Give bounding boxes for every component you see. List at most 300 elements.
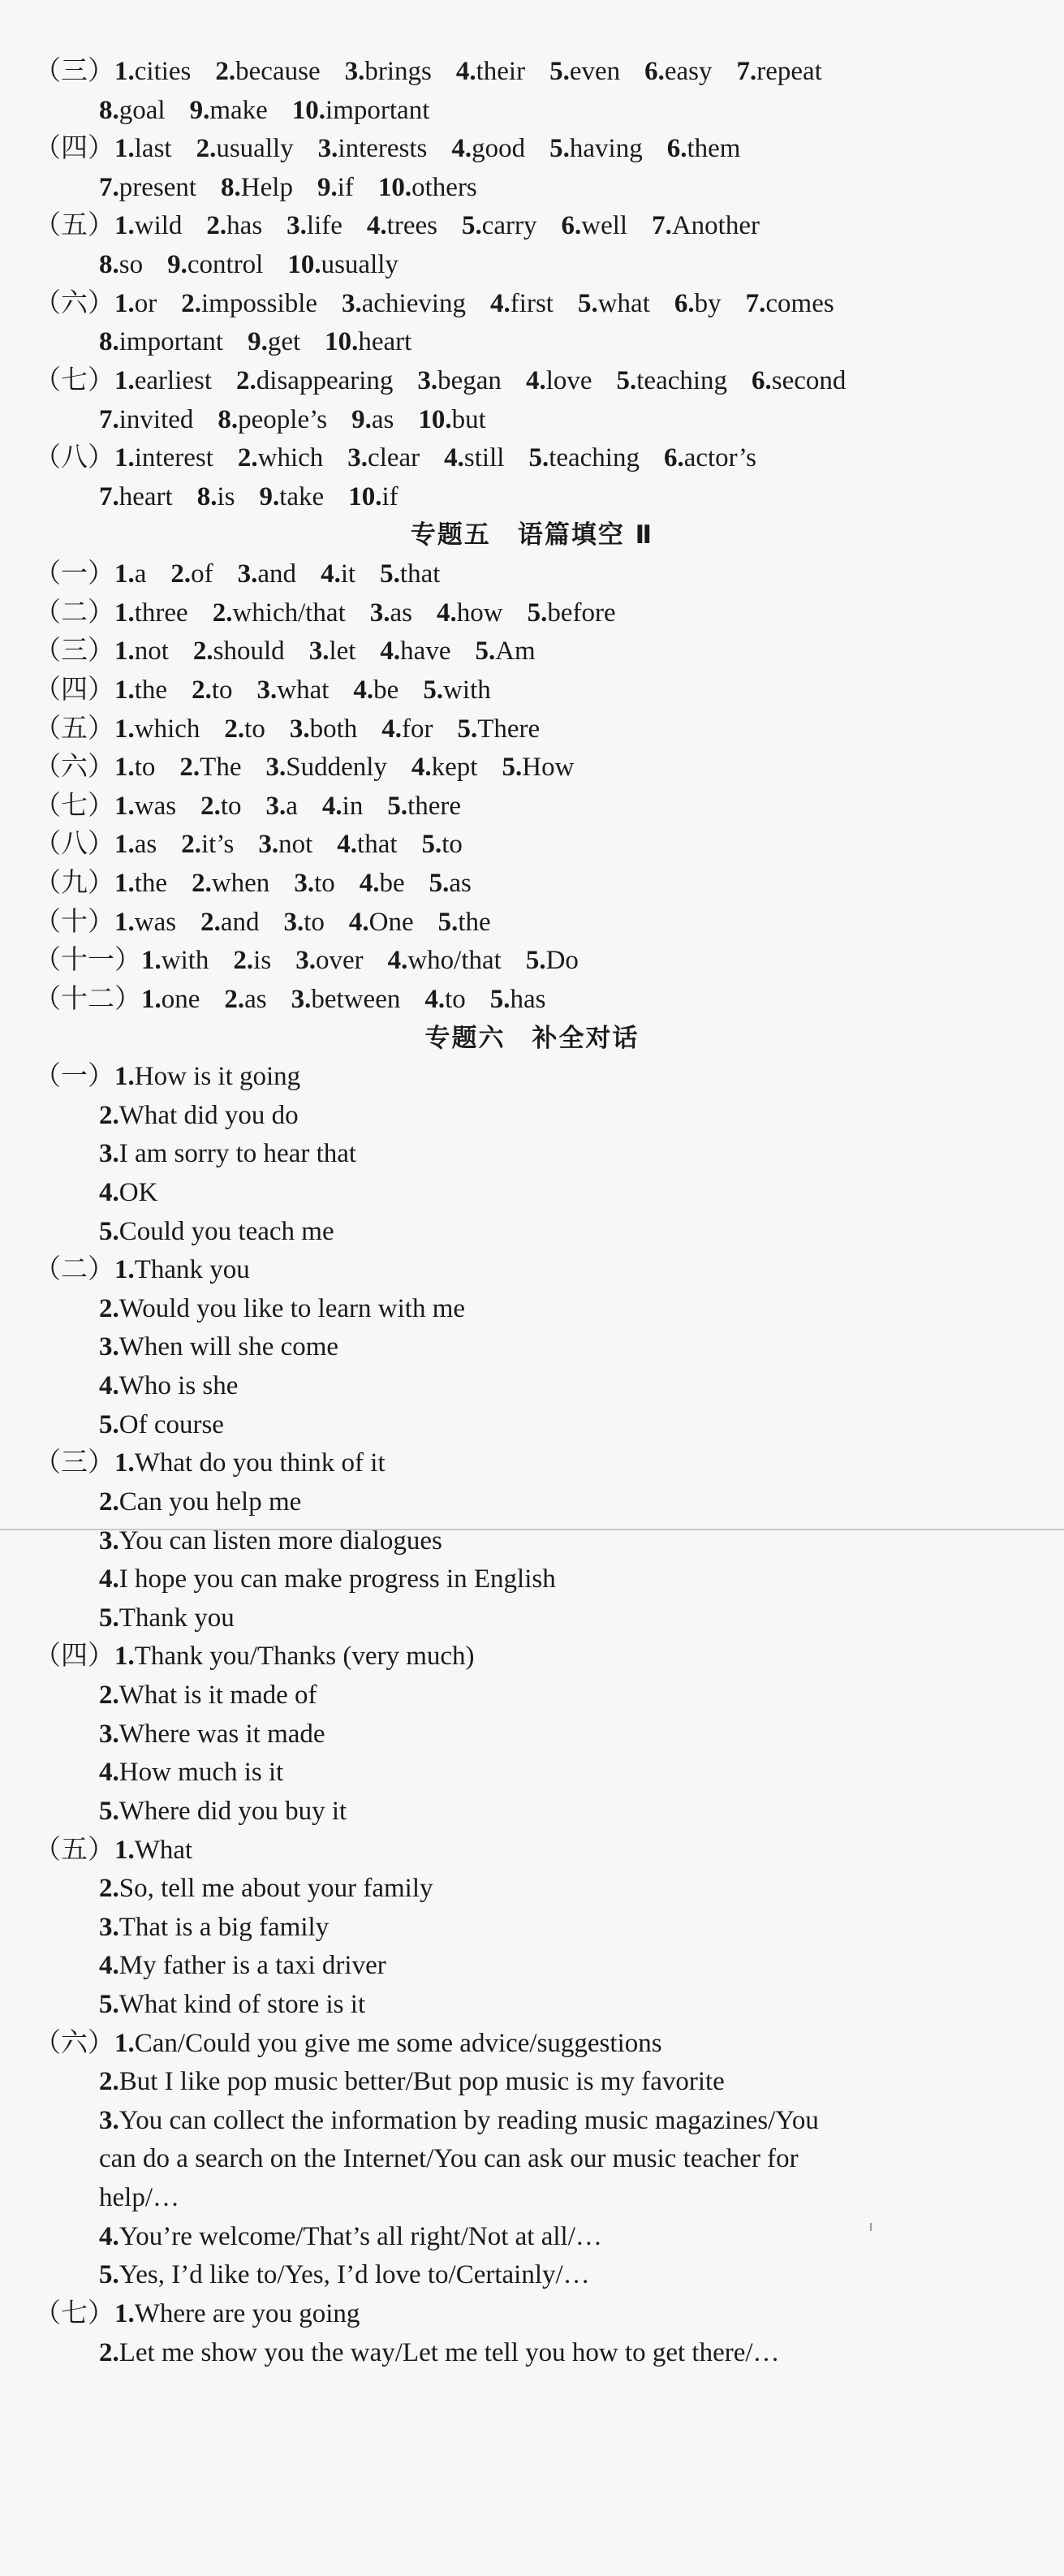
answer-item xyxy=(99,173,196,202)
answer-text: So, tell me about your family xyxy=(118,1874,433,1904)
answer-number: 5. xyxy=(99,1990,119,2019)
answer-text: and xyxy=(220,907,260,937)
answer-text: to xyxy=(211,675,233,705)
answer-item xyxy=(378,173,477,202)
answer-text: has xyxy=(510,984,546,1014)
answer-line xyxy=(34,1059,300,1094)
answer-item xyxy=(287,250,398,279)
answer-text: a xyxy=(286,791,298,821)
answer-item xyxy=(291,985,401,1014)
answer-item xyxy=(345,57,432,86)
answer-text: How xyxy=(522,753,575,783)
answer-item xyxy=(99,1294,465,1323)
answer-text: repeat xyxy=(756,57,822,86)
answer-text: control xyxy=(187,250,264,280)
answer-line xyxy=(99,1368,238,1404)
answer-item xyxy=(424,985,465,1014)
answer-text: Let me show you the way/Let me tell you how to get there/… xyxy=(118,2337,780,2367)
section-label: （七） xyxy=(34,791,114,821)
answer-item xyxy=(348,482,398,511)
answer-number: 3. xyxy=(283,907,304,937)
answer-number: 10. xyxy=(377,172,412,202)
answer-number: 5. xyxy=(525,946,546,976)
answer-text: others xyxy=(411,172,477,202)
answer-text: carry xyxy=(481,211,537,241)
answer-text: Thank you/Thanks (very much) xyxy=(134,1642,475,1672)
answer-item xyxy=(114,598,188,628)
answer-number: 4. xyxy=(455,57,476,86)
answer-item xyxy=(456,57,525,86)
answer-text: what xyxy=(277,675,330,705)
answer-text: when xyxy=(211,869,270,899)
section-label: （六） xyxy=(34,2028,114,2058)
answer-number: 1. xyxy=(141,946,162,976)
answer-number: 9. xyxy=(317,172,338,202)
answer-item xyxy=(417,366,502,395)
answer-line xyxy=(99,1136,356,1171)
answer-number: 6. xyxy=(674,288,695,318)
answer-item xyxy=(438,908,491,937)
answer-text: One xyxy=(368,907,414,937)
answer-text: because xyxy=(235,57,321,86)
answer-line xyxy=(34,363,846,399)
answer-line xyxy=(99,1561,556,1597)
answer-line xyxy=(99,324,411,360)
section-label: （十一） xyxy=(34,946,141,976)
answer-text: them xyxy=(687,134,741,164)
answer-text: good xyxy=(472,134,526,164)
answer-number: 5. xyxy=(99,1409,119,1439)
answer-number: 2. xyxy=(181,288,201,318)
answer-line xyxy=(99,1175,157,1210)
answer-text: OK xyxy=(118,1177,158,1207)
answer-text: as xyxy=(244,984,267,1014)
answer-number: 1. xyxy=(114,1062,135,1092)
answer-number: 5. xyxy=(99,1796,119,1826)
answer-line xyxy=(99,2219,602,2255)
answer-line xyxy=(99,2064,725,2099)
answer-text: first xyxy=(510,288,554,318)
answer-number: 5. xyxy=(421,830,442,860)
answer-item xyxy=(197,482,235,511)
answer-number: 5. xyxy=(423,675,444,705)
answer-item xyxy=(353,675,398,705)
answer-item xyxy=(462,211,537,240)
answer-number: 1. xyxy=(114,1642,135,1672)
answer-number: 7. xyxy=(736,57,757,86)
answer-item xyxy=(617,366,728,395)
answer-text: I am sorry to hear that xyxy=(118,1139,357,1169)
answer-text: if xyxy=(381,481,398,511)
section-label: （五） xyxy=(34,1835,114,1865)
answer-text: it xyxy=(340,559,356,589)
answer-line xyxy=(99,1523,442,1559)
answer-item xyxy=(422,830,463,859)
answer-number: 8. xyxy=(218,404,239,434)
answer-number: 1. xyxy=(114,714,135,744)
answer-line xyxy=(34,1638,475,1674)
answer-item xyxy=(451,134,525,163)
answer-item xyxy=(652,211,760,240)
answer-text: by xyxy=(694,288,722,318)
answer-number: 2. xyxy=(192,636,213,667)
answer-text: Would you like to learn with me xyxy=(118,1293,466,1323)
answer-number: 3. xyxy=(291,984,312,1014)
answer-item xyxy=(423,675,490,705)
answer-number: 2. xyxy=(206,211,227,241)
answer-number: 1. xyxy=(114,2298,135,2328)
section-label: （一） xyxy=(34,559,114,589)
answer-text: Can you help me xyxy=(118,1486,302,1517)
section-label: （四） xyxy=(34,675,114,705)
answer-line xyxy=(34,1832,192,1868)
answer-number: 2. xyxy=(99,2067,119,2097)
answer-number: 5. xyxy=(461,211,482,241)
answer-number: 2. xyxy=(224,714,245,744)
answer-number: 7. xyxy=(99,404,119,434)
section-label: （十二） xyxy=(34,984,141,1014)
answer-text: kept xyxy=(431,753,478,783)
answer-number: 1. xyxy=(114,907,135,937)
answer-number: 4. xyxy=(99,1951,119,1981)
answer-text: Who is she xyxy=(118,1371,239,1401)
answer-line xyxy=(34,208,760,244)
answer-number: 1. xyxy=(114,636,135,667)
answer-text: second xyxy=(771,365,846,395)
answer-text: began xyxy=(437,365,502,395)
answer-line xyxy=(99,479,398,515)
answer-item xyxy=(526,366,592,395)
answer-text: earliest xyxy=(134,365,213,395)
answer-text: impossible xyxy=(201,288,318,318)
answer-number: 4. xyxy=(387,946,408,976)
answer-number: 4. xyxy=(444,443,464,473)
answer-number: 4. xyxy=(451,134,472,164)
answer-number: 5. xyxy=(475,636,496,667)
answer-text: invited xyxy=(118,404,194,434)
answer-text: Thank you xyxy=(134,1255,250,1285)
answer-line xyxy=(99,1214,334,1249)
answer-text: to xyxy=(442,830,463,860)
answer-text: disappearing xyxy=(256,365,394,395)
answer-item xyxy=(192,675,232,705)
answer-text: who/that xyxy=(407,946,502,976)
answer-text: that xyxy=(399,559,441,589)
answer-number: 7. xyxy=(652,211,672,241)
answer-text: But I like pop music better/But pop music is my favorite xyxy=(118,2067,725,2097)
answer-item xyxy=(380,559,440,589)
answer-text: be xyxy=(373,675,399,705)
answer-line xyxy=(99,1407,224,1443)
answer-item xyxy=(99,2106,819,2135)
answer-line xyxy=(99,2257,590,2293)
answer-item xyxy=(99,405,193,434)
answer-item xyxy=(141,946,209,975)
answer-number: 10. xyxy=(291,95,326,125)
answer-line xyxy=(99,1909,329,1945)
answer-number: 2. xyxy=(192,869,212,899)
answer-item xyxy=(752,366,846,395)
answer-text: both xyxy=(309,714,358,744)
answer-number: 6. xyxy=(663,443,684,473)
answer-text: teaching xyxy=(636,365,728,395)
answer-text: Suddenly xyxy=(286,753,387,783)
answer-item xyxy=(99,2183,179,2212)
answer-number: 3. xyxy=(347,443,368,473)
answer-item xyxy=(238,443,323,472)
answer-item xyxy=(114,559,146,589)
answer-number: 3. xyxy=(286,211,307,241)
answer-line xyxy=(99,93,429,128)
answer-text: as xyxy=(390,598,413,628)
answer-item xyxy=(664,443,756,472)
answer-item xyxy=(114,869,167,898)
answer-item xyxy=(192,869,269,898)
answer-text: which xyxy=(134,714,200,744)
answer-text: Do xyxy=(545,946,579,976)
answer-item xyxy=(221,173,293,202)
answer-text: be xyxy=(379,869,405,899)
answer-item xyxy=(99,250,143,279)
answer-number: 5. xyxy=(437,907,459,937)
answer-number: 3. xyxy=(295,946,316,976)
answer-number: 10. xyxy=(418,404,452,434)
answer-item xyxy=(233,946,271,975)
answer-item xyxy=(99,1564,556,1594)
answer-item xyxy=(141,985,200,1014)
answer-line xyxy=(99,1329,338,1365)
answer-number: 9. xyxy=(248,327,268,357)
answer-text: help/… xyxy=(99,2183,179,2213)
answer-number: 1. xyxy=(114,1448,135,1478)
answer-number: 4. xyxy=(411,753,432,783)
answer-number: 4. xyxy=(348,907,369,937)
answer-item xyxy=(224,985,266,1014)
answer-number: 1. xyxy=(114,559,135,589)
answer-number: 8. xyxy=(221,172,241,202)
answer-number: 1. xyxy=(141,984,162,1014)
answer-text: usually xyxy=(321,250,398,280)
answer-text: interest xyxy=(134,443,213,473)
answer-text: there xyxy=(407,791,462,821)
answer-line xyxy=(99,2103,819,2138)
answer-number: 3. xyxy=(99,1525,119,1556)
answer-item xyxy=(257,675,330,705)
answer-text: people’s xyxy=(238,404,328,434)
answer-text: or xyxy=(134,288,157,318)
answer-text: still xyxy=(463,443,505,473)
answer-text: should xyxy=(213,636,285,667)
section-label: （十） xyxy=(34,907,114,937)
answer-text: teaching xyxy=(549,443,640,473)
answer-item xyxy=(258,830,312,859)
section-label: （七） xyxy=(34,365,114,395)
answer-text: was xyxy=(134,791,177,821)
answer-number: 2. xyxy=(237,443,258,473)
answer-text: in xyxy=(342,791,364,821)
answer-text: present xyxy=(118,172,197,202)
answer-text: What xyxy=(134,1835,193,1865)
answer-text: as xyxy=(371,404,394,434)
answer-number: 1. xyxy=(114,134,135,164)
answer-item xyxy=(294,869,334,898)
answer-number: 5. xyxy=(457,714,478,744)
answer-text: Am xyxy=(495,636,536,667)
answer-line xyxy=(99,1677,317,1713)
section-label: （四） xyxy=(34,134,114,164)
answer-text: Where are you going xyxy=(134,2298,360,2328)
answer-item xyxy=(667,134,741,163)
answer-text: to xyxy=(314,869,335,899)
answer-item xyxy=(99,1913,329,1942)
answer-line xyxy=(34,440,756,476)
section-label: （九） xyxy=(34,869,114,899)
answer-item xyxy=(325,327,411,356)
answer-text: The xyxy=(200,753,242,783)
answer-item xyxy=(290,714,357,744)
answer-number: 5. xyxy=(489,984,510,1014)
answer-number: 4. xyxy=(380,636,401,667)
answer-item xyxy=(490,289,554,318)
answer-item xyxy=(528,443,640,472)
answer-number: 5. xyxy=(99,1603,119,1633)
scan-mark xyxy=(870,2223,872,2231)
answer-line xyxy=(99,402,486,438)
answer-line xyxy=(34,556,440,592)
answer-text: actor’s xyxy=(683,443,756,473)
answer-item xyxy=(265,753,386,782)
answer-item xyxy=(429,869,472,898)
answer-text: to xyxy=(244,714,265,744)
answer-number: 1. xyxy=(114,869,135,899)
answer-number: 1. xyxy=(114,830,135,860)
answer-text: is xyxy=(253,946,272,976)
answer-line xyxy=(99,1716,325,1752)
answer-number: 2. xyxy=(99,1293,119,1323)
answer-number: 5. xyxy=(549,57,570,86)
answer-item xyxy=(236,366,393,395)
answer-item xyxy=(99,1719,325,1749)
answer-item xyxy=(99,1178,157,1207)
answer-number: 3. xyxy=(99,2105,119,2135)
answer-number: 1. xyxy=(114,57,135,86)
answer-number: 2. xyxy=(99,1100,119,1130)
answer-text: Another xyxy=(671,211,760,241)
section-label: （六） xyxy=(34,288,114,318)
answer-number: 5. xyxy=(502,753,523,783)
answer-text: with xyxy=(161,946,209,976)
answer-text: the xyxy=(134,675,168,705)
answer-text: the xyxy=(458,907,491,937)
section-label: （八） xyxy=(34,830,114,860)
answer-line xyxy=(34,711,540,747)
answer-number: 3. xyxy=(99,1139,119,1169)
answer-text: to xyxy=(304,907,325,937)
answer-text: not xyxy=(278,830,313,860)
answer-line xyxy=(99,247,398,283)
answer-text: take xyxy=(279,481,325,511)
answer-text: their xyxy=(476,57,526,86)
answer-line xyxy=(99,1793,347,1829)
answer-number: 8. xyxy=(99,95,119,125)
section-label: （二） xyxy=(34,598,114,628)
answer-item xyxy=(437,598,503,628)
answer-number: 1. xyxy=(114,365,135,395)
answer-number: 5. xyxy=(380,559,400,589)
answer-text: having xyxy=(569,134,643,164)
answer-item xyxy=(196,134,294,163)
answer-text: usually xyxy=(216,134,294,164)
section-label: （五） xyxy=(34,714,114,744)
answer-item xyxy=(99,2338,780,2367)
answer-item xyxy=(644,57,712,86)
answer-text: get xyxy=(267,327,301,357)
answer-item xyxy=(318,134,428,163)
answer-line xyxy=(99,170,477,205)
answer-number: 4. xyxy=(525,365,546,395)
answer-item xyxy=(238,559,296,589)
answer-text: interests xyxy=(338,134,428,164)
answer-number: 2. xyxy=(99,1681,119,1711)
answer-line xyxy=(99,1098,299,1133)
answer-number: 1. xyxy=(114,443,135,473)
answer-text: over xyxy=(315,946,364,976)
answer-item xyxy=(99,1217,334,1246)
answer-number: 10. xyxy=(287,250,321,280)
answer-number: 3. xyxy=(317,134,338,164)
answer-number: 5. xyxy=(527,598,548,628)
answer-item xyxy=(200,908,259,937)
answer-text: achieving xyxy=(361,288,467,318)
answer-number: 3. xyxy=(369,598,390,628)
answer-text: that xyxy=(357,830,398,860)
answer-item xyxy=(309,636,356,666)
answer-text: brings xyxy=(364,57,432,86)
answer-text: Could you teach me xyxy=(118,1216,334,1246)
answer-number: 1. xyxy=(114,1835,135,1865)
answer-text: What is it made of xyxy=(118,1681,317,1711)
answer-item xyxy=(114,2029,662,2058)
answer-number: 2. xyxy=(236,365,256,395)
answer-item xyxy=(490,985,546,1014)
answer-text: Yes, I’d like to/Yes, I’d love to/Certainly/… xyxy=(118,2260,590,2290)
answer-line xyxy=(99,1484,301,1520)
section-label: （三） xyxy=(34,636,114,667)
answer-item xyxy=(99,1874,433,1903)
answer-item xyxy=(360,869,405,898)
answer-number: 2. xyxy=(181,830,201,860)
answer-number: 1. xyxy=(114,2028,135,2058)
answer-text: for xyxy=(402,714,433,744)
answer-item xyxy=(578,289,650,318)
answer-number: 4. xyxy=(321,559,341,589)
answer-number: 9. xyxy=(167,250,187,280)
answer-text: a xyxy=(134,559,147,589)
answer-number: 9. xyxy=(259,481,280,511)
answer-item xyxy=(114,675,167,705)
answer-number: 2. xyxy=(233,946,254,976)
answer-number: 7. xyxy=(99,172,119,202)
answer-text: What kind of store is it xyxy=(118,1990,366,2019)
answer-item xyxy=(370,598,412,628)
answer-item xyxy=(99,1990,365,2019)
answer-item xyxy=(317,173,354,202)
answer-line xyxy=(34,633,536,669)
answer-item xyxy=(114,289,157,318)
answer-text: You can collect the information by reading music magazines/You xyxy=(118,2105,819,2135)
answer-item xyxy=(248,327,300,356)
answer-number: 2. xyxy=(212,598,233,628)
